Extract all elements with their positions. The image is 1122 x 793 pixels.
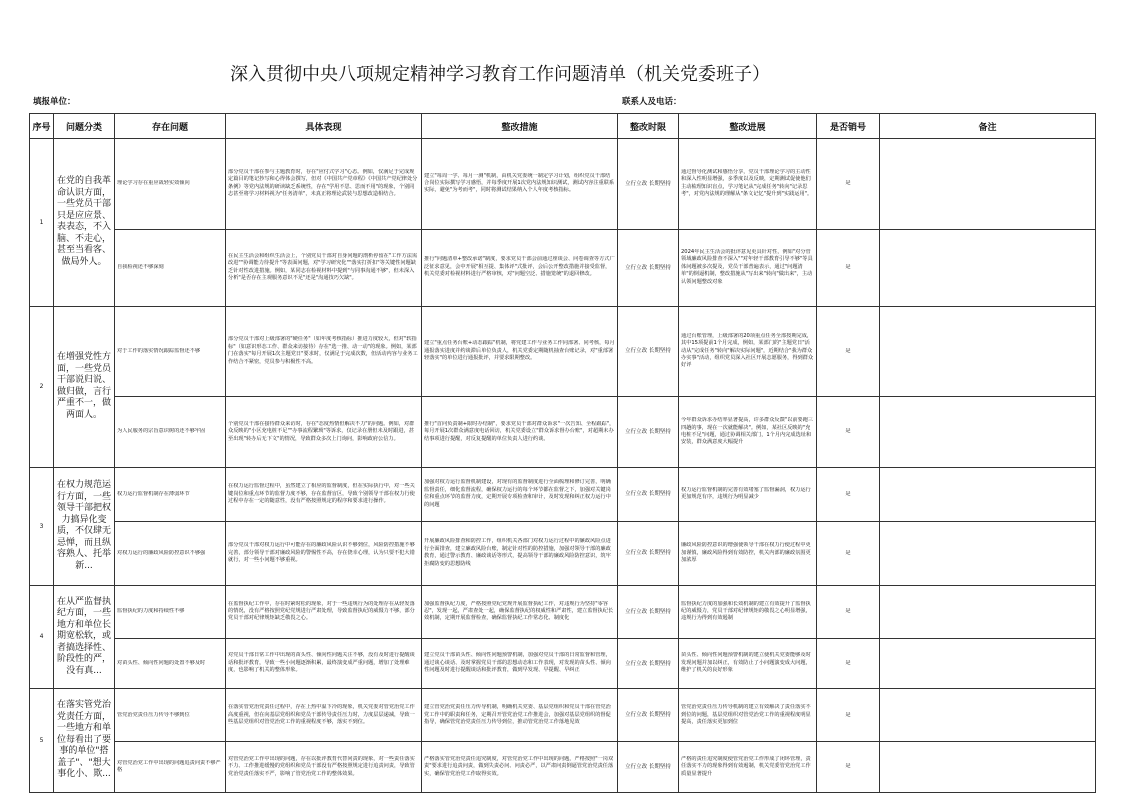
closed-cell-text: 是: [845, 549, 851, 556]
progress-cell: [679, 638, 817, 689]
closed-cell-text: 是: [845, 608, 851, 615]
progress-cell-text: 权力运行监督机制的完善有效堵塞了监督漏洞，权力运行更加规范有序，违规行为明显减少: [681, 486, 811, 501]
closed-cell: [817, 229, 880, 306]
problem-cell: [115, 585, 226, 638]
table-row: [30, 229, 1096, 306]
measure-cell: [422, 585, 618, 638]
closed-cell: [817, 521, 880, 585]
time-cell-text: 立行立改 长期坚持: [625, 491, 671, 498]
time-cell-text: 立行立改 长期坚持: [625, 428, 671, 435]
problem-cell-text: 理论学习存在重应战轻实效倾向: [117, 180, 190, 187]
time-cell: [618, 742, 679, 793]
measure-cell-text: 严格落实管党治党责任追究制度，对管党治党工作中出现的问题，严格按照"一岗双责"要求进行追责问责，做到失责必问、问责必严，以严肃问责倒逼管党治党责任落实，确保管党治党工作取得实效。: [424, 756, 614, 777]
remark-cell: [880, 229, 1096, 306]
progress-cell-text: 管党治党责任压力传导机制的建立有效解决了责任落实不到位的问题，基层党组织对管党治党工作的重视程度明显提高，责任落实更加到位: [681, 704, 811, 726]
table-row: [30, 139, 1096, 230]
table-row: [30, 585, 1096, 638]
closed-cell: [817, 397, 880, 468]
progress-cell-text: 廉政风险防控意识的增强使领导干部在权力行使过程中更加谨慎，廉政风险得到有效防控，机关内部的廉政氛围更加浓厚: [681, 542, 811, 563]
remark-cell: [880, 585, 1096, 638]
measure-cell-text: 推行"首问负责制+限时办结制"，要求党员干部对群众诉求"一次告知、全程跟踪"，每月开展1次群众满意度电话回访，机关党委设立"群众诉求督办台账"，对超期未办结事项进行提醒，对反复提醒的单位负责人进行约谈。: [424, 420, 615, 442]
row-number: 1: [30, 139, 54, 307]
time-cell: [618, 229, 679, 306]
closed-cell: [817, 139, 880, 230]
remark-cell: [880, 397, 1096, 468]
table-row: [30, 638, 1096, 689]
problem-category: 在落实管党治党责任方面，一些地方和单位每看出了要事的单位"搭盖子"、"想大事化小、欺...: [54, 689, 115, 793]
progress-cell: [679, 742, 817, 793]
closed-cell-text: 是: [845, 347, 851, 354]
measure-cell: [422, 689, 618, 742]
measure-cell-text: 建立"每周一学、每月一测"机制，由机关党委统一制定学习计划，组织党员干部结合岗位实际撰写学习感悟，并每季度开展1次党内法规知识测试，测试内容注重联系实际，避免"为考而考"，同时将测试结果纳入个人年度考核指标。: [424, 172, 615, 194]
time-cell: [618, 689, 679, 742]
progress-cell: [679, 585, 817, 638]
measure-cell-text: 推行"问题清单+整改承诺"制度，要求党员干部会前通过座谈会、问卷调查等方式广泛征求意见，会中开展"相互提、集体评"式批评，会后公开整改措施并接受监督，机关党委对检视材料进行严格审核，对"问题空泛、措施笼统"的退回修改。: [424, 256, 615, 278]
measure-cell: [422, 397, 618, 468]
detail-cell-text: 在落实管党治党责任过程中，存在上热中温下冷的现象，机关党委对管党治党工作高度重视，但在向基层党组织和党员干部传导责任压力时，力度层层递减，导致一些基层党组织对管党治党工作的重视程度不够，落实不到位。: [228, 704, 415, 726]
table-row: [30, 397, 1096, 468]
detail-cell: [226, 306, 422, 397]
header-time: 整改时限: [618, 114, 679, 139]
detail-cell-text: 部分党员干部在参与主题教育时，存在"应付式学习"心态。例如，仅满足于完成规定篇目的笔记抄写和心得体会撰写，但对《中国共产党章程》《中国共产党纪律处分条例》等党内法规的研读缺乏系统性，存在"学用不思、思而不用"的现象，个别同志甚至将学习材料视为"任务清单"，未真正将理论武装与思想改造相结合。: [228, 168, 418, 198]
page-title: 深入贯彻中央八项规定精神学习教育工作问题清单（机关党委班子）: [230, 64, 770, 85]
header-closed: 是否销号: [817, 114, 880, 139]
problem-category: 在从严监督执纪方面，一些地方和单位长期宽松软，或者搞选择性、阶段性的严，没有真...: [54, 585, 115, 689]
closed-cell-text: 是: [845, 490, 851, 497]
remark-cell: [880, 139, 1096, 230]
measure-cell: [422, 229, 618, 306]
table-row: [30, 306, 1096, 397]
header-measure: 整改措施: [422, 114, 618, 139]
row-number: 4: [30, 585, 54, 689]
progress-cell-text: 监督执纪力度的加强和长效机制的建立有效提升了监督执纪的威慑力，党员干部对纪律规矩的敬畏之心明显增强，违规行为得到有效遏制: [681, 600, 811, 622]
closed-cell: [817, 689, 880, 742]
progress-cell-text: 苗头性、倾向性问题预警机制的建立使机关党委能够及时发现问题并加以纠正，有效防止了小问题演变成大问题，维护了机关的良好形象: [681, 652, 811, 674]
problem-cell: [115, 638, 226, 689]
header-category: 问题分类: [54, 114, 115, 139]
closed-cell: [817, 585, 880, 638]
closed-cell-text: 是: [845, 711, 851, 718]
time-cell: [618, 521, 679, 585]
progress-cell-text: 通过台账管理，上级部署的20项重点任务全部按期完成，其中15项提前1个月完成，例如，某部门的"主题党日"活动从"完成任务"转向"解决实际问题"，近期结合"我为群众办实事"活动，组织党员深入社区开展志愿服务，得到群众好评: [681, 332, 814, 369]
row-number: 2: [30, 306, 54, 467]
time-cell-text: 立行立改 长期坚持: [625, 550, 671, 557]
problem-cell-text: 权力运行监督机制存在薄弱环节: [117, 490, 190, 497]
time-cell: [618, 397, 679, 468]
detail-cell: [226, 229, 422, 306]
time-cell: [618, 467, 679, 521]
problem-cell: [115, 689, 226, 742]
detail-cell: [226, 467, 422, 521]
measure-cell-text: 建立"重点任务台账+动态跟踪"机制，将党建工作与业务工作同部署、同考核，每月通报落实进度并约谈滞后单位负责人，机关党委定期随机抽查台账记录，对"重部署轻落实"的单位进行通报批评，并要求限期整改。: [424, 340, 615, 361]
fill-unit-label: 填报单位：: [33, 97, 76, 107]
measure-cell: [422, 521, 618, 585]
measure-cell-text: 开展廉政风险排查和防控工作，组织机关各部门对权力运行过程中的廉政风险点进行全面排查，建立廉政风险台账，制定针对性的防控措施，加强对领导干部的廉政教育，通过警示教育、廉政谈话等形式，提高领导干部的廉政风险防控意识，筑牢拒腐防变的思想防线: [424, 538, 611, 567]
remark-cell: [880, 638, 1096, 689]
progress-cell-text: 通过督导化测试和感悟分享，党员干部理论学习的主动性和深入性明显增强，多季度以及反映，定期测试促使他们主动梳理知识盲点，学习笔记从"完成任务"转向"记录思考"，对党内法规的理解从"条文记忆"提升到"实践运用"。: [681, 168, 813, 198]
closed-cell-text: 是: [845, 763, 851, 770]
problem-category: 在增强党性方面，一些党员干部说归说、做归做，言行严重不一，做两面人。: [54, 306, 115, 467]
problem-cell-text: 自我检视还不够深刻: [117, 263, 164, 270]
problem-cell: [115, 306, 226, 397]
time-cell: [618, 585, 679, 638]
progress-cell: [679, 521, 817, 585]
progress-cell: [679, 139, 817, 230]
measure-cell: [422, 638, 618, 689]
detail-cell-text: 部分党员干部对上级部署的"硬任务"（如年度考核指标）推进力度较大，但对"软指标"（如意识形态工作、群众来访接待）存在"选一推、动一动"的现象。例如，某部门在落实"每月开展1次主题党日"要求时，仅满足于完成次数，但活动内容与业务工作结合不紧密，党员参与积极性不高。: [228, 336, 418, 365]
header-row: [30, 114, 1096, 139]
progress-cell: [679, 689, 817, 742]
problem-cell: [115, 397, 226, 468]
closed-cell-text: 是: [845, 659, 851, 666]
progress-cell: [679, 397, 817, 468]
time-cell: [618, 139, 679, 230]
time-cell-text: 立行立改 长期坚持: [625, 264, 671, 271]
progress-cell: [679, 229, 817, 306]
closed-cell: [817, 638, 880, 689]
problem-cell: [115, 229, 226, 306]
progress-cell-text: 2024年民主生活会的批评意见更具针对性，例如"对分管领域廉政风险排查不深入""对年轻干部教育引导不够"等具体问题被多次提及，党员干部普遍表示，通过"问题清单"的倒逼机制，整改措施从"写出来"转向"做出来"，主动认领问题整改对象: [681, 249, 813, 285]
closed-cell: [817, 742, 880, 793]
closed-cell: [817, 467, 880, 521]
problem-cell: [115, 467, 226, 521]
problem-cell-text: 对管党治党工作中出现的问题追责问责不够严格: [117, 759, 221, 774]
detail-cell-text: 在民主生活会和组织生活会上，个别党员干部对自身问题的剖析停留在"工作方法需改进""协调能力待提升"等表面问题，对"学习研究化""落实打折扣"等关键性问题缺乏针对性改进措施。例如，某同志在检视材料中提到"与同事沟通不够"，但未深入分析"是否存在主观服务意识不足"还是"沟通技巧欠缺"。: [228, 252, 418, 281]
detail-cell-text: 个别党员干部在接待群众来访时，存在"态度热情但解决不力"的问题。例如，对群众反映的"小区充电桩不足""办事流程繁琐"等诉求，仅记录在册但未及时跟进，甚至出现"转办后无下文"的情况，导致群众多次上门询问，影响政府公信力。: [228, 420, 415, 442]
detail-cell-text: 在监督执纪工作中，存在时紧时松的现象，对于一些违规行为的处理存在从轻发落的情况，没有严格按照党纪党规进行严肃处理，导致监督执纪的威慑力不够，部分党员干部对纪律规矩缺乏敬畏之心。: [228, 600, 415, 622]
measure-cell: [422, 742, 618, 793]
measure-cell-text: 建立管党治党责任压力传导机制，明确机关党委、基层党组织和党员干部在管党治党工作中的职责和任务，定期召开管党治党工作推进会，加强对基层党组织的督促指导，确保管党治党责任压力传导到位，推动管党治党工作落地见效: [424, 704, 611, 726]
table-row: [30, 689, 1096, 742]
table-row: [30, 742, 1096, 793]
detail-cell: [226, 397, 422, 468]
detail-cell: [226, 585, 422, 638]
time-cell-text: 立行立改 长期坚持: [625, 180, 671, 187]
row-number: 3: [30, 467, 54, 585]
problem-cell-text: 对苗头性、倾向性问题的处置不够及时: [117, 659, 206, 666]
time-cell-text: 立行立改 长期坚持: [625, 348, 671, 355]
time-cell-text: 立行立改 长期坚持: [625, 660, 671, 667]
progress-cell-text: 严格的责任追究制度使管党治党工作形成了闭环管理，责任落实不力的现象得到有效遏制，机关党委管党治党工作质量显著提升: [681, 756, 811, 777]
detail-cell-text: 对管党治党工作中出现的问题，存在以批评教育代替问责的现象，对一些责任落实不力、工作推进缓慢的党组织和党员干部没有严格按照规定进行追责问责，导致管党治党责任落实不严，影响了管党治党工作的整体效果。: [228, 756, 415, 777]
problem-cell-text: 为人民服务的宗旨意识树的还不够牢固: [117, 428, 206, 435]
measure-cell: [422, 139, 618, 230]
problem-cell: [115, 139, 226, 230]
measure-cell-text: 建立党员干部苗头性、倾向性问题预警机制，加强对党员干部的日常监督和管理，通过谈心谈话、及时掌握党员干部的思想动态和工作表现，对发现的苗头性、倾向性问题及时进行提醒谈话和批评教育，做到早发现、早提醒、早纠正: [424, 652, 611, 674]
time-cell: [618, 638, 679, 689]
measure-cell: [422, 467, 618, 521]
detail-cell-text: 在权力运行监督过程中，虽然建立了相应的监督制度，但在实际执行中，对一些关键岗位和重点环节的监督力度不够，存在监督盲区，导致个别领导干部在权力行使过程中存在一定的随意性，没有严格按照规定的程序和要求进行操作。: [228, 483, 415, 504]
detail-cell: [226, 139, 422, 230]
closed-cell-text: 是: [845, 180, 851, 187]
measure-cell-text: 加强对权力运行监督机制建设，对现有的监督制度进行全面梳理和修订完善，明确监督责任，细化监督流程，确保权力运行的每个环节都在监督之下，加强对关键岗位和重点环节的监督力度，定期开展专项检查和审计，及时发现和纠正权力运行中的问题: [424, 479, 611, 508]
detail-cell: [226, 521, 422, 585]
detail-cell-text: 对党员干部日常工作中出现的苗头性、倾向性问题关注不够，没有及时进行提醒谈话和批评教育，导致一些小问题逐渐积累，最终演变成严重问题，增加了处理难度，也影响了机关的整体形象。: [228, 652, 415, 674]
time-cell: [618, 306, 679, 397]
problem-cell-text: 对权力运行的廉政风险防控意识不够强: [117, 549, 206, 556]
remark-cell: [880, 742, 1096, 793]
header-num: 序号: [30, 114, 54, 139]
row-number: 5: [30, 689, 54, 793]
time-cell-text: 立行立改 长期坚持: [625, 712, 671, 719]
problem-cell-text: 监督执纪的力度和持续性不够: [117, 608, 185, 615]
detail-cell: [226, 742, 422, 793]
problem-cell: [115, 521, 226, 585]
detail-cell-text: 部分党员干部对权力运行中可能存在的廉政风险认识不够到位，风险防控措施不够完善，部分领导干部对廉政风险的警惕性不高，存在侥幸心理，认为只要不犯大错就行，对一些小问题不够重视。: [228, 542, 415, 563]
closed-cell-text: 是: [845, 428, 851, 435]
table-row: [30, 467, 1096, 521]
table-row: [30, 521, 1096, 585]
time-cell-text: 立行立改 长期坚持: [625, 764, 671, 771]
progress-cell: [679, 306, 817, 397]
header-remark: 备注: [880, 114, 1096, 139]
measure-cell-text: 加强监督执纪力度，严格按照党纪党规开展监督执纪工作，对违规行为坚持"零容忍"，发现一起，严肃查处一起，确保监督执纪的权威性和严肃性，建立监督执纪长效机制，定期开展监督检查，确保监督执纪工作常态化、制度化: [424, 600, 614, 622]
progress-cell-text: 今年群众诉求办结率显著提高，许多群众反馈"以前要跑三四趟的事，现在一次就能解决"。例如，某社区反映的"充电桩不足"问题，通过协调相关部门，1个月内完成选址和安装，群众满意度大幅提升: [681, 417, 814, 446]
progress-cell: [679, 467, 817, 521]
time-cell-text: 立行立改 长期坚持: [625, 608, 671, 615]
remark-cell: [880, 689, 1096, 742]
problem-cell-text: 管党治党责任压力传导不够到位: [117, 711, 190, 718]
problem-category: 在权力规范运行方面，一些领导干部把权力搞异化变质，不仅肆无忌惮，而且纵容熟人、托举新...: [54, 467, 115, 585]
remark-cell: [880, 521, 1096, 585]
problem-category: 在党的自我革命认识方面，一些党员干部只是应应景、表表态，不入脑、不走心，甚至当看客、做局外人。: [54, 139, 115, 307]
header-progress: 整改进展: [679, 114, 817, 139]
problem-cell: [115, 742, 226, 793]
detail-cell: [226, 689, 422, 742]
problem-table: [29, 113, 1096, 793]
problem-cell-text: 对于工作的落实情况跟踪监督还不够: [117, 347, 201, 354]
header-detail: 具体表现: [226, 114, 422, 139]
measure-cell: [422, 306, 618, 397]
closed-cell: [817, 306, 880, 397]
contact-label: 联系人及电话：: [622, 97, 682, 107]
detail-cell: [226, 638, 422, 689]
closed-cell-text: 是: [845, 263, 851, 270]
remark-cell: [880, 306, 1096, 397]
remark-cell: [880, 467, 1096, 521]
header-problem: 存在问题: [115, 114, 226, 139]
